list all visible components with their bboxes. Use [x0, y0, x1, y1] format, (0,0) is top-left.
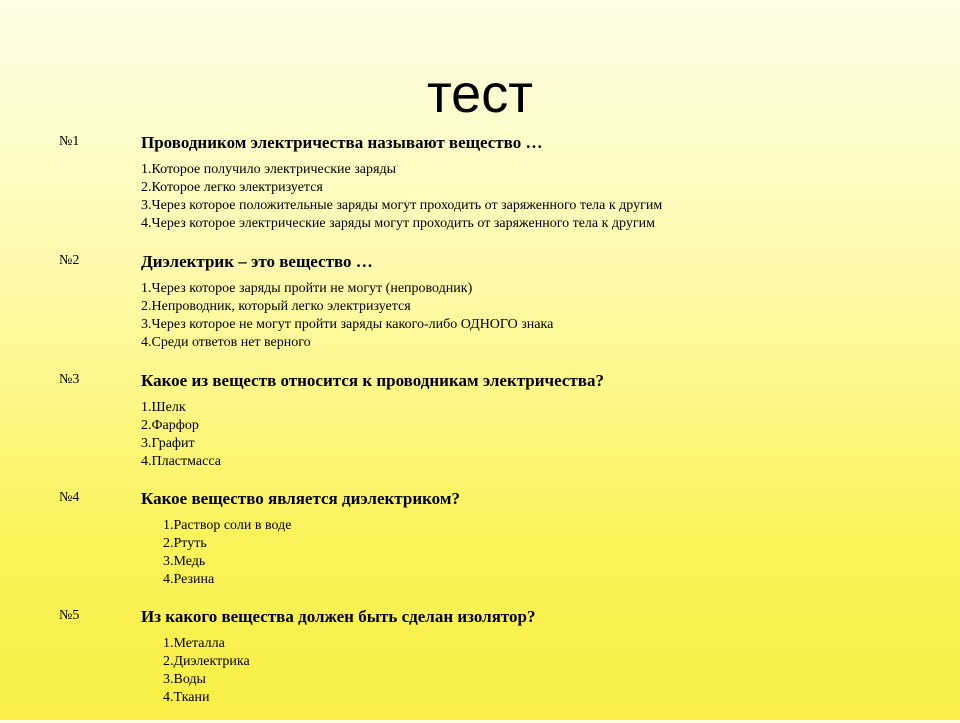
question-block-5: [0, 607, 960, 723]
answer-list: [141, 399, 221, 471]
answer-list: [163, 517, 291, 589]
question-text: Какое из веществ относится к проводникам электричества?: [141, 371, 604, 390]
question-block-4: [0, 489, 960, 605]
answer-option: 3.Воды: [163, 672, 206, 687]
answer-option: 3.Через которое не могут пройти заряды какого-либо ОДНОГО знака: [141, 317, 554, 332]
answer-list: [163, 635, 250, 707]
answer-option: 2.Фарфор: [141, 418, 199, 433]
question-text: Из какого вещества должен быть сделан изолятор?: [141, 607, 536, 626]
answer-option: 2.Которое легко электризуется: [141, 180, 323, 195]
answer-option: 1.Шелк: [141, 400, 186, 415]
answer-option: 4.Ткани: [163, 690, 210, 705]
question-block-1: [0, 133, 960, 249]
answer-list: [141, 161, 662, 233]
answer-option: 3.Графит: [141, 436, 195, 451]
answer-option: 3.Через которое положительные заряды могут проходить от заряженного тела к другим: [141, 198, 663, 213]
answer-option: 1.Через которое заряды пройти не могут (непроводник): [141, 281, 473, 296]
answer-option: 4.Среди ответов нет верного: [141, 335, 311, 350]
answer-option: 2.Непроводник, который легко электризуется: [141, 299, 411, 314]
answer-option: 3.Медь: [163, 554, 206, 569]
answer-option: 2.Диэлектрика: [163, 654, 250, 669]
question-text: Какое вещество является диэлектриком?: [141, 489, 460, 508]
question-number: №1: [59, 134, 80, 149]
answer-option: 4.Резина: [163, 572, 215, 587]
question-number: №2: [59, 253, 80, 268]
answer-list: [141, 280, 553, 352]
answer-option: 2.Ртуть: [163, 536, 207, 551]
page-title: тест: [427, 64, 533, 124]
question-number: №3: [59, 372, 80, 387]
question-number: №4: [59, 490, 80, 505]
question-number: №5: [59, 608, 80, 623]
answer-option: 4.Через которое электрические заряды могут проходить от заряженного тела к другим: [141, 216, 655, 231]
answer-option: 1.Раствор соли в воде: [163, 518, 292, 533]
question-text: Проводником электричества называют вещество …: [141, 133, 543, 152]
answer-option: 4.Пластмасса: [141, 454, 221, 469]
answer-option: 1.Которое получило электрические заряды: [141, 162, 396, 177]
question-text: Диэлектрик – это вещество …: [141, 252, 373, 271]
question-block-2: [0, 252, 960, 368]
question-block-3: [0, 371, 960, 487]
answer-option: 1.Металла: [163, 636, 225, 651]
